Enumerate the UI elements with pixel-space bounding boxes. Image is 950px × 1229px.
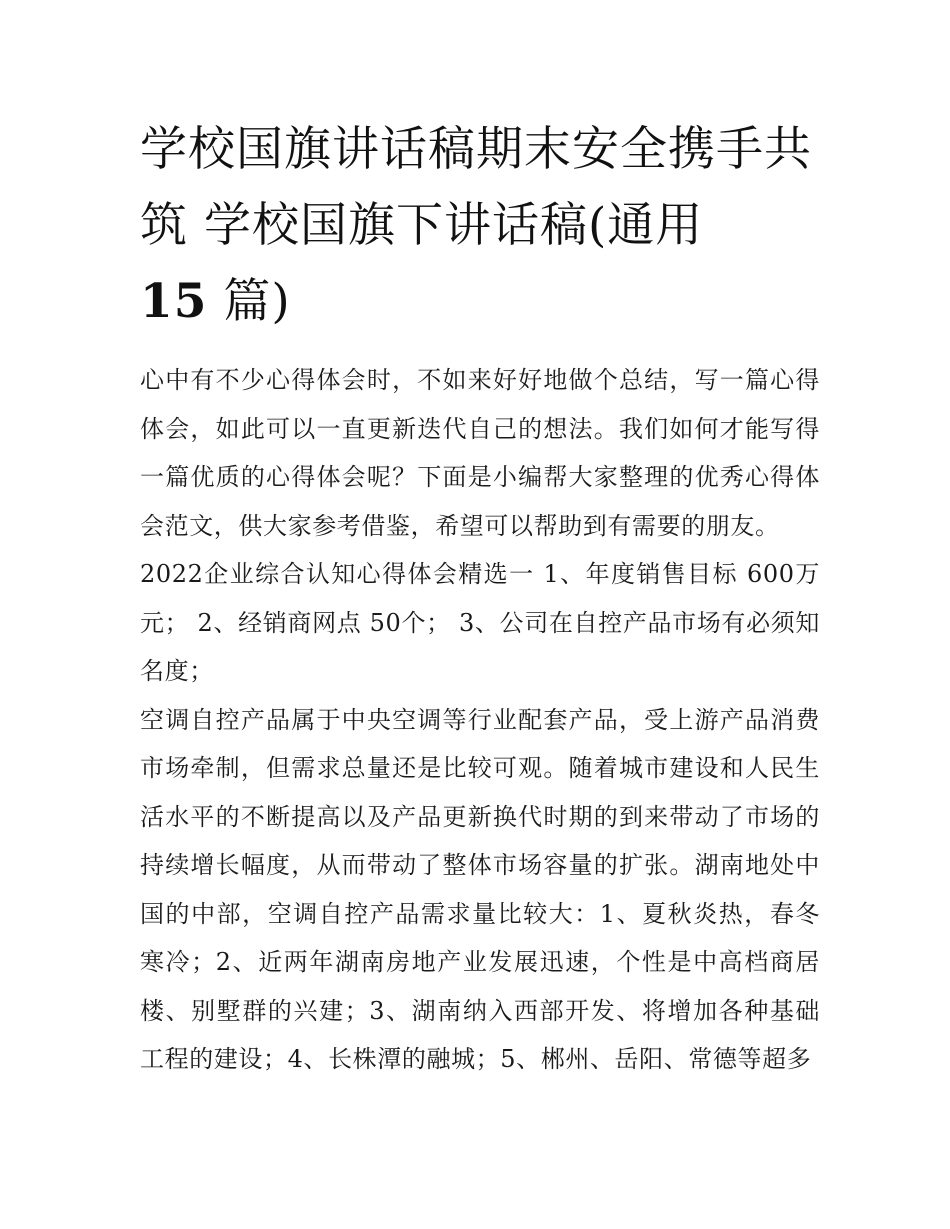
title-suffix: 篇) xyxy=(223,274,291,329)
document-body xyxy=(140,356,820,1084)
document-title xyxy=(140,112,820,340)
title-text: 学校国旗讲话稿期末安全携手共筑 学校国旗下讲话稿(通用 xyxy=(140,122,812,253)
targets-paragraph: 2022企业综合认知心得体会精选一 1、年度销售目标 600万元； 2、经销商网点 50个； 3、公司在自控产品市场有必须知名度； xyxy=(140,560,820,685)
title-number: 15 xyxy=(140,274,208,329)
intro-paragraph: 心中有不少心得体会时，不如来好好地做个总结，写一篇心得体会，如此可以一直更新迭代自己的想法。我们如何才能写得一篇优质的心得体会呢？下面是小编帮大家整理的优秀心得体会范文，供大家参考借鉴，希望可以帮助到有需要的朋友。 xyxy=(140,366,820,540)
market-paragraph: 空调自控产品属于中央空调等行业配套产品，受上游产品消费市场牵制，但需求总量还是比较可观。随着城市建设和人民生活水平的不断提高以及产品更新换代时期的到来带动了市场的持续增长幅度，从而带动了整体市场容量的扩张。湖南地处中国的中部，空调自控产品需求量比较大：1、夏秋炎热，春冬寒冷；2、近两年湖南房地产业发展迅速，个性是中高档商居楼、别墅群的兴建；3、湖南纳入西部开发、将增加各种基础工程的建设；4、长株潭的融城；5、郴州、岳阳、常德等超多 xyxy=(140,705,820,1073)
